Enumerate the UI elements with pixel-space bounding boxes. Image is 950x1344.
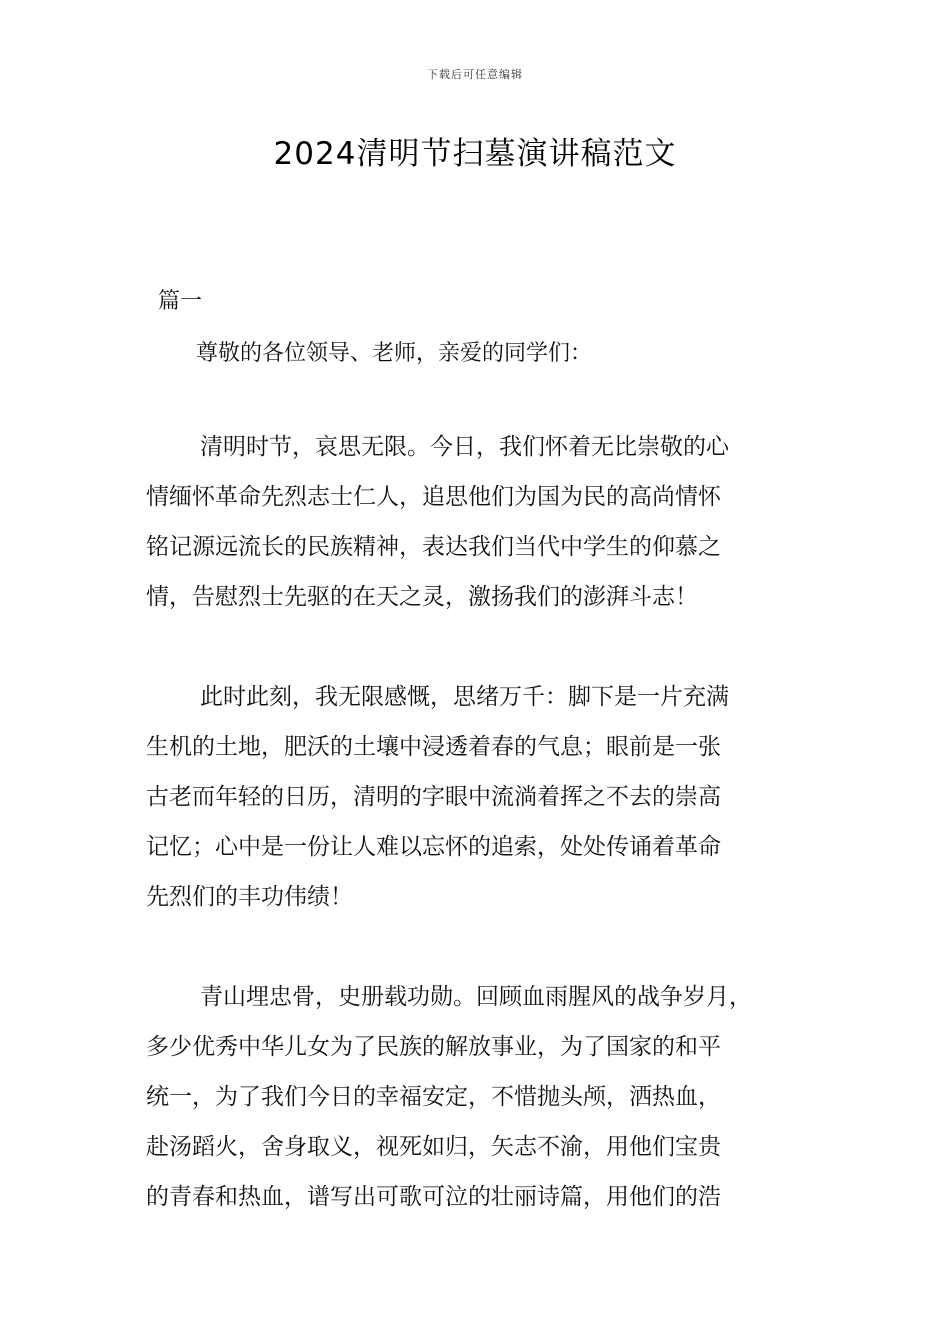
paragraph-line: 统一，为了我们今日的幸福安定，不惜抛头颅，洒热血，	[146, 1084, 721, 1110]
section-label: 篇一	[158, 289, 203, 314]
paragraph-line: 清明时节，哀思无限。今日，我们怀着无比崇敬的心	[200, 434, 729, 460]
paragraph-line: 的青春和热血，谱写出可歌可泣的壮丽诗篇，用他们的浩	[146, 1184, 721, 1210]
paragraph-line: 青山埋忠骨，史册载功勋。回顾血雨腥风的战争岁月，	[200, 984, 752, 1010]
paragraph-2	[146, 672, 836, 922]
paragraph-3	[146, 972, 836, 1222]
paragraph-line: 赴汤蹈火，舍身取义，视死如归，矢志不渝，用他们宝贵	[146, 1134, 721, 1160]
paragraph-line: 此时此刻，我无限感慨，思绪万千：脚下是一片充满	[200, 684, 729, 710]
paragraph-line: 古老而年轻的日历，清明的字眼中流淌着挥之不去的崇高	[146, 784, 721, 810]
paragraph-line: 情缅怀革命先烈志士仁人，追思他们为国为民的高尚情怀	[146, 484, 721, 510]
paragraph-line: 生机的土地，肥沃的土壤中浸透着春的气息；眼前是一张	[146, 734, 721, 760]
salutation: 尊敬的各位领导、老师，亲爱的同学们：	[196, 341, 593, 366]
paragraph-line: 记忆；心中是一份让人难以忘怀的追索，处处传诵着革命	[146, 834, 721, 860]
paragraph-line: 情，告慰烈士先驱的在天之灵，激扬我们的澎湃斗志！	[146, 584, 698, 610]
paragraph-line: 铭记源远流长的民族精神，表达我们当代中学生的仰慕之	[146, 534, 721, 560]
paragraph-line: 先烈们的丰功伟绩！	[146, 884, 353, 910]
paragraph-1	[146, 422, 836, 622]
header-note: 下载后可任意编辑	[427, 68, 523, 81]
paragraph-line: 多少优秀中华儿女为了民族的解放事业，为了国家的和平	[146, 1034, 721, 1060]
document-title: 2024清明节扫墓演讲稿范文	[273, 136, 677, 172]
